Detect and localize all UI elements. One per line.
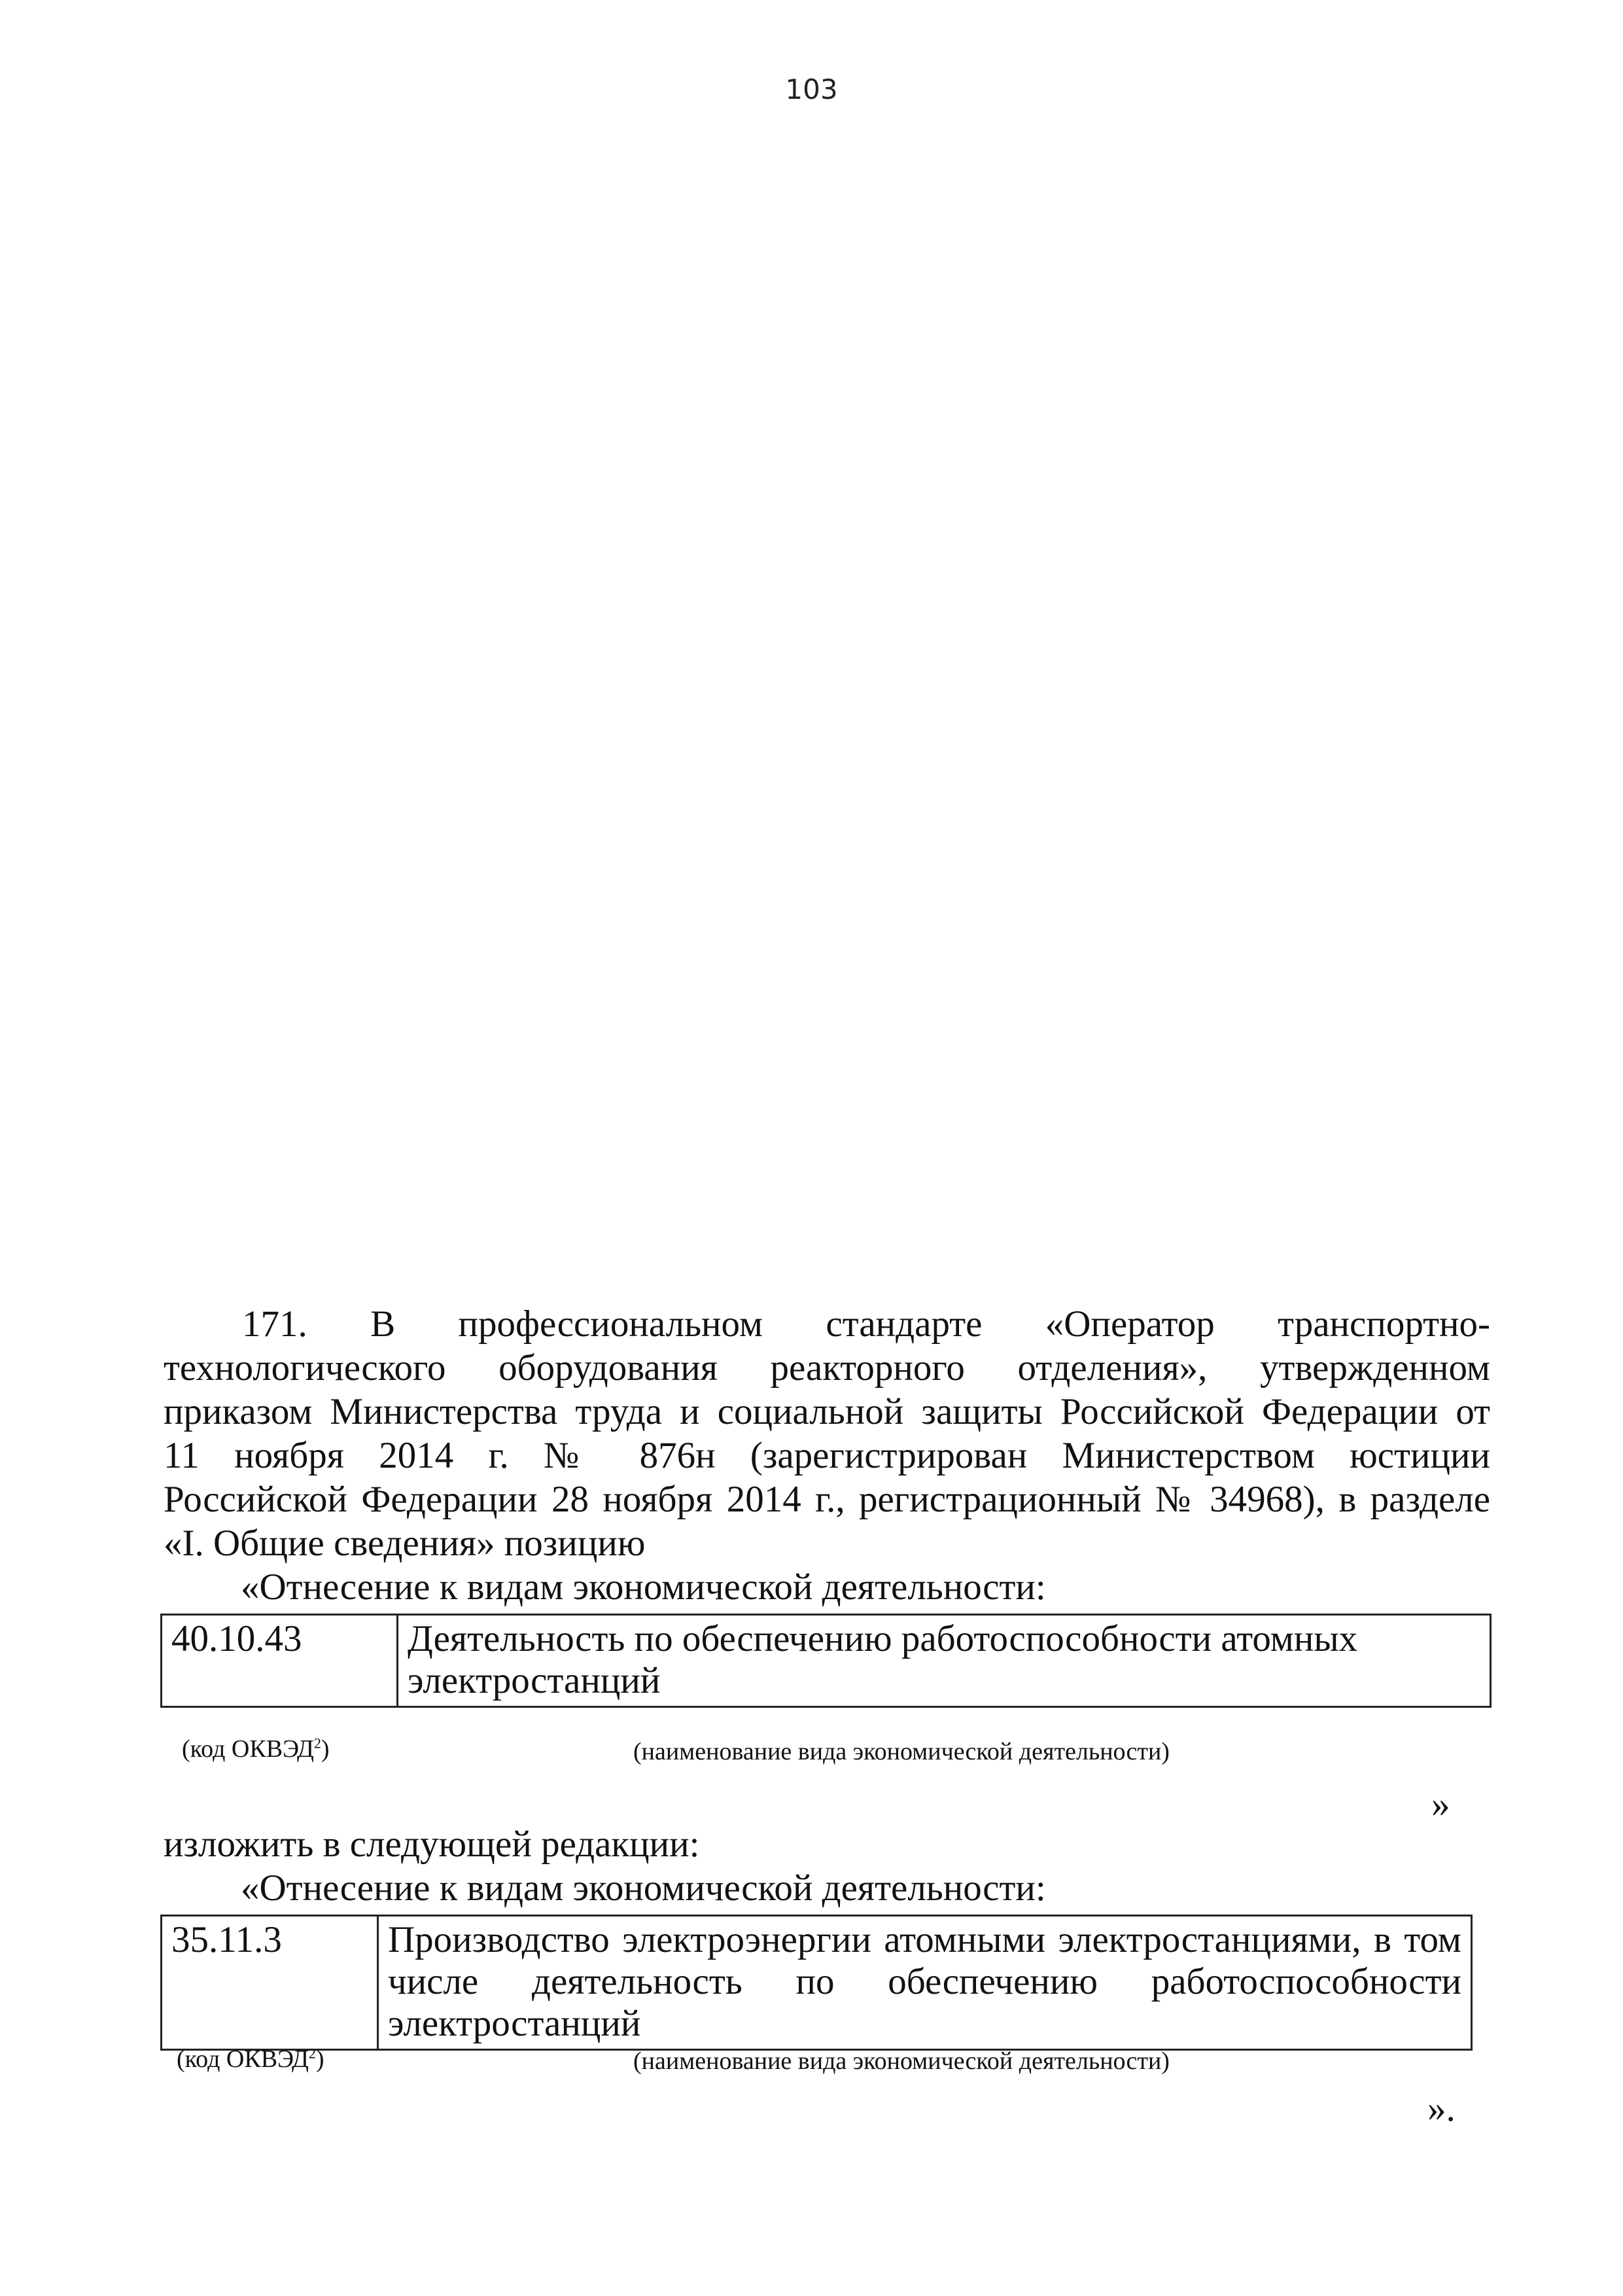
paragraph-line: технологического оборудования реакторного отделения», утвержденном — [164, 1347, 1490, 1388]
old-okved-table — [160, 1614, 1492, 1708]
amendment-paragraph — [164, 1302, 1490, 1565]
new-activity-name: Производство электроэнергии атомными электростанциями, в том числе деятельность по обеспечению работоспособности электростанций — [378, 1916, 1472, 2050]
new-code-caption: (код ОКВЭД$^2$) — [177, 2045, 324, 2073]
new-position-heading: «Отнесение к видам экономической деятельности: — [241, 1867, 1046, 1909]
old-code-caption: (код ОКВЭД$^2$) — [182, 1735, 330, 1763]
old-okved-code: 40.10.43 — [162, 1615, 398, 1707]
new-okved-table — [160, 1915, 1473, 2051]
paragraph-line: Российской Федерации 28 ноября 2014 г., регистрационный № 34968), в разделе — [164, 1479, 1490, 1520]
page-number: 103 — [785, 73, 838, 105]
new-name-caption: (наименование вида экономической деятельности) — [633, 2047, 1170, 2075]
paragraph-line: 11 ноября 2014 г. № 876н (зарегистрирован Министерством юстиции — [164, 1435, 1490, 1476]
instruction-line: изложить в следующей редакции: — [164, 1824, 700, 1865]
new-closing-quote: ». — [1427, 2088, 1456, 2129]
old-name-caption: (наименование вида экономической деятельности) — [633, 1738, 1170, 1765]
old-position-heading: «Отнесение к видам экономической деятельности: — [241, 1566, 1046, 1608]
new-okved-code: 35.11.3 — [162, 1916, 378, 2050]
paragraph-line: «I. Общие сведения» позицию — [164, 1523, 646, 1564]
paragraph-line: 171. В профессиональном стандарте «Оператор транспортно- — [242, 1303, 1490, 1345]
old-closing-quote: » — [1431, 1784, 1450, 1825]
paragraph-line: приказом Министерства труда и социальной защиты Российской Федерации от — [164, 1391, 1490, 1432]
old-activity-name: Деятельность по обеспечению работоспособности атомных электростанций — [398, 1615, 1491, 1707]
